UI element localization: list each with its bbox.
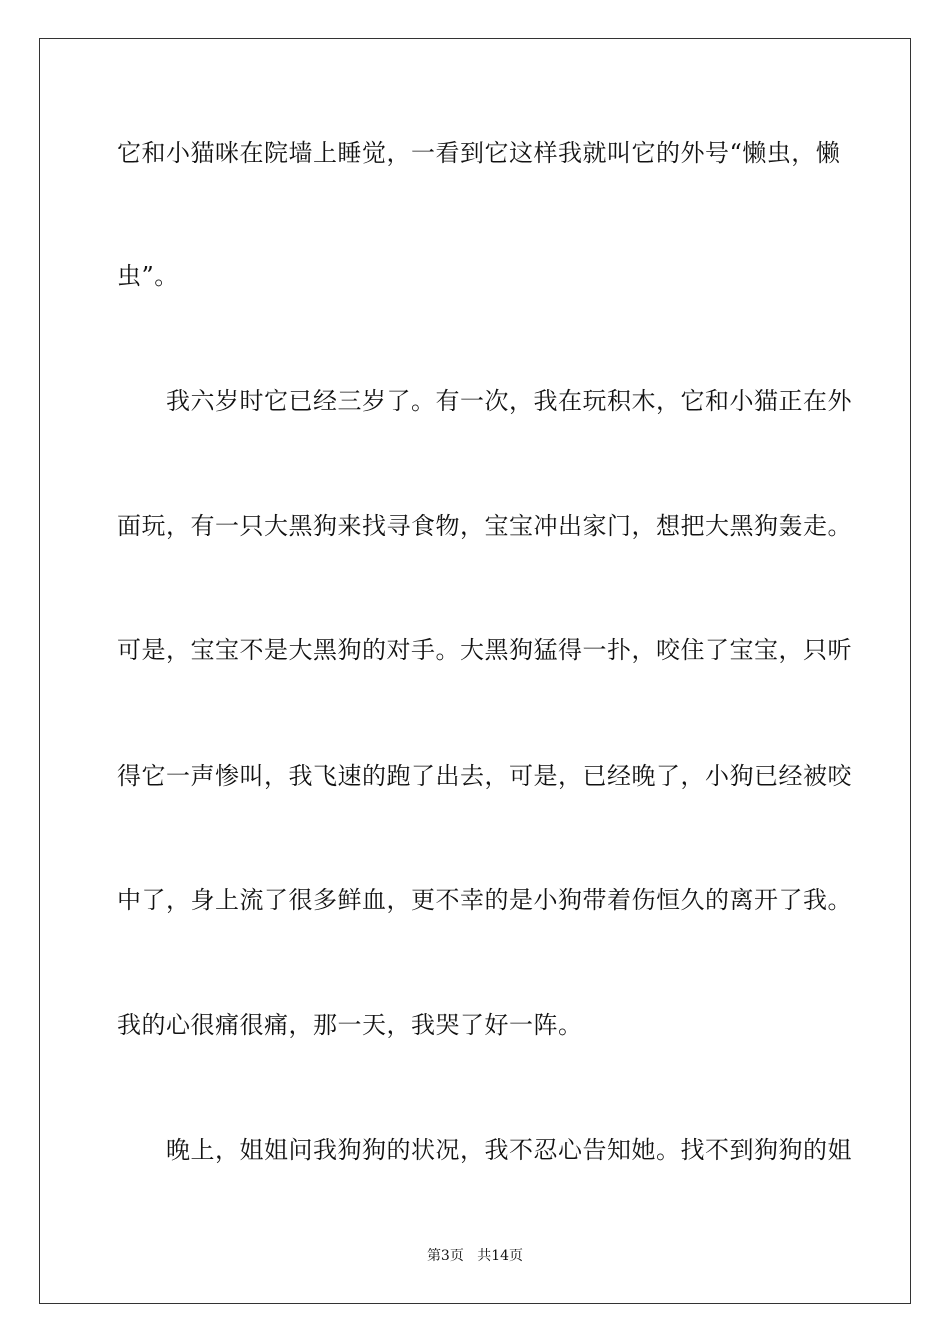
text-line-7: 中了，身上流了很多鲜血，更不幸的是小狗带着伤恒久的离开了我。	[117, 886, 852, 914]
page-number: 第3页	[426, 1248, 464, 1264]
text-line-8: 我的心很痛很痛，那一天，我哭了好一阵。	[117, 1011, 583, 1039]
total-pages: 共14页	[477, 1248, 524, 1264]
text-line-1: 它和小猫咪在院墙上睡觉，一看到它这样我就叫它的外号“懒虫，懒	[117, 139, 841, 167]
text-line-3: 我六岁时它已经三岁了。有一次，我在玩积木，它和小猫正在外	[117, 387, 852, 415]
text-line-4: 面玩，有一只大黑狗来找寻食物，宝宝冲出家门，想把大黑狗轰走。	[117, 512, 852, 540]
page-footer	[0, 1246, 950, 1266]
text-line-6: 得它一声惨叫，我飞速的跑了出去，可是，已经晚了，小狗已经被咬	[117, 762, 852, 790]
page-frame	[39, 38, 911, 1304]
footer-separator	[464, 1248, 477, 1264]
text-line-2: 虫”。	[117, 262, 179, 290]
text-line-9: 晚上，姐姐问我狗狗的状况，我不忍心告知她。找不到狗狗的姐	[117, 1136, 852, 1164]
text-line-5: 可是，宝宝不是大黑狗的对手。大黑狗猛得一扑，咬住了宝宝，只听	[117, 636, 852, 664]
